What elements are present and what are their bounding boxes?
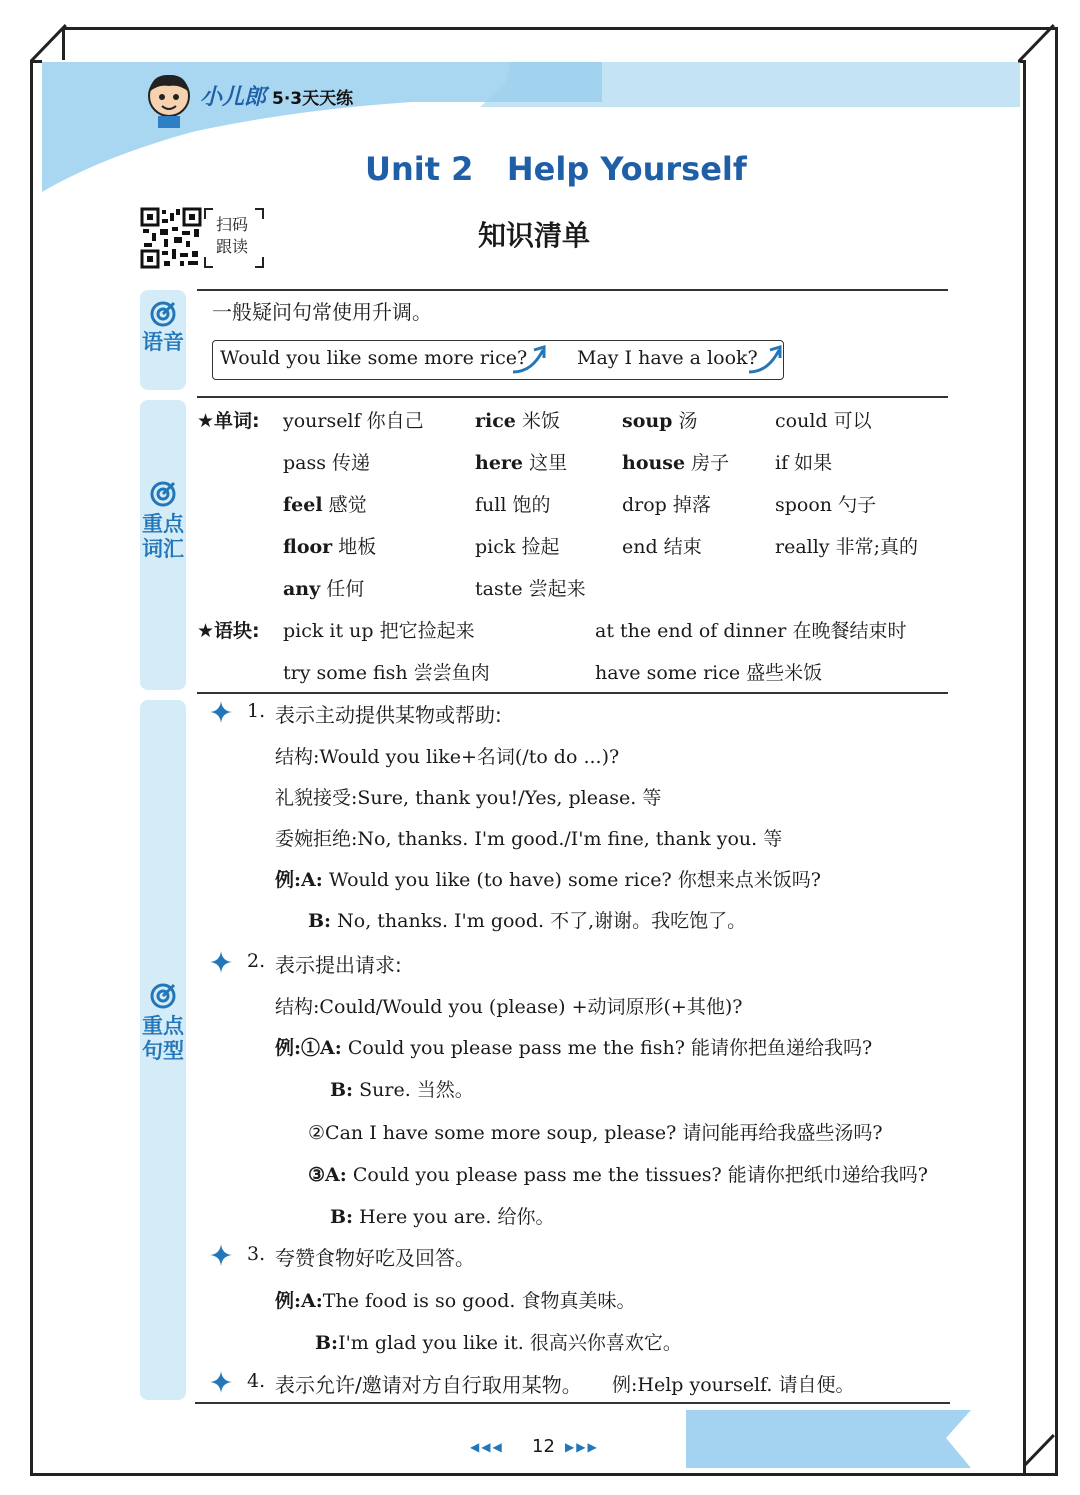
divider — [195, 1402, 950, 1404]
phrases-label: ★语块: — [197, 620, 260, 642]
sentence-line: 委婉拒绝:No, thanks. I'm good./I'm fine, thank you. 等 — [275, 828, 783, 850]
tab-phonetics — [140, 290, 186, 390]
sentence-line: ②Can I have some more soup, please? 请问能再给我盛些汤吗? — [308, 1122, 883, 1144]
page-number: 12 — [532, 1436, 555, 1457]
target-icon — [149, 480, 177, 508]
mascot-icon — [140, 70, 198, 128]
vocab-item: pass 传递 — [283, 452, 371, 474]
words-label: ★单词: — [197, 410, 260, 432]
vocab-item: taste 尝起来 — [475, 578, 586, 600]
sentence-item-title: 表示允许/邀请对方自行取用某物。 — [275, 1373, 582, 1397]
qr-code-icon[interactable] — [140, 207, 202, 269]
vocab-item: yourself 你自己 — [283, 410, 424, 432]
vocab-item: really 非常;真的 — [775, 536, 918, 558]
vocab-item: end 结束 — [622, 536, 702, 558]
rising-arrow-icon — [510, 344, 548, 376]
phonetics-example-2: May I have a look? — [577, 347, 758, 369]
sentence-item-number: 2. — [247, 950, 266, 972]
divider — [197, 289, 948, 291]
sentence-line: 例:A: Would you like (to have) some rice? 你想来点米饭吗? — [275, 869, 821, 891]
sentence-item-number: 3. — [247, 1243, 266, 1265]
phonetics-example-1: Would you like some more rice? — [220, 347, 528, 369]
sentence-line: 结构:Would you like+名词(/to do ...)? — [275, 746, 620, 768]
vocab-item: pick 捡起 — [475, 536, 560, 558]
vocab-item: could 可以 — [775, 410, 872, 432]
sentence-line: ③A: Could you please pass me the tissues? 能请你把纸巾递给我吗? — [308, 1164, 928, 1186]
scan-label-line1: 扫码 — [216, 215, 249, 234]
footer-ribbon — [686, 1410, 971, 1468]
vocab-item: if 如果 — [775, 452, 833, 474]
phonetics-rule: 一般疑问句常使用升调。 — [212, 300, 432, 324]
sentence-line: 例:Help yourself. 请自便。 — [612, 1374, 855, 1396]
vocab-item: house 房子 — [622, 452, 730, 474]
vocab-item: here 这里 — [475, 452, 568, 474]
scan-label-line2: 跟读 — [216, 237, 249, 256]
target-icon — [149, 300, 177, 328]
vocab-item: feel 感觉 — [283, 494, 367, 516]
star-bullet-icon — [210, 1371, 232, 1393]
prev-page-arrows: ◀◀◀ — [470, 1440, 504, 1454]
vocab-item: drop 掉落 — [622, 494, 711, 516]
vocab-item: soup 汤 — [622, 410, 698, 432]
phrase-item: try some fish 尝尝鱼肉 — [283, 662, 490, 684]
tab-vocab-label: 重点词汇 — [142, 512, 184, 561]
header-ribbon-right — [480, 62, 1020, 122]
rising-arrow-icon — [746, 344, 784, 376]
phrase-item: have some rice 盛些米饭 — [595, 662, 823, 684]
star-bullet-icon — [210, 701, 232, 723]
sentence-line: 例:①A: Could you please pass me the fish? 能请你把鱼递给我吗? — [275, 1037, 873, 1059]
sentence-line: 例:A:The food is so good. 食物真美味。 — [275, 1290, 636, 1312]
vocab-item: floor 地板 — [283, 536, 377, 558]
sentence-line: B: Sure. 当然。 — [330, 1079, 474, 1101]
tab-sentences-label: 重点句型 — [142, 1014, 184, 1063]
tab-vocab — [140, 400, 186, 690]
sentence-item-number: 1. — [247, 700, 266, 722]
sentence-line: 结构:Could/Would you (please) +动词原形(+其他)? — [275, 996, 743, 1018]
star-bullet-icon — [210, 1244, 232, 1266]
tab-phonetics-label: 语音 — [142, 330, 184, 354]
vocab-item: any 任何 — [283, 578, 365, 600]
vocab-item: full 饱的 — [475, 494, 551, 516]
phrase-item: at the end of dinner 在晚餐结束时 — [595, 620, 907, 642]
scan-label[interactable] — [216, 214, 248, 258]
target-icon — [149, 982, 177, 1010]
star-bullet-icon — [210, 951, 232, 973]
sentence-line: 礼貌接受:Sure, thank you!/Yes, please. 等 — [275, 787, 662, 809]
page-title: Unit 2 Help Yourself — [365, 150, 747, 188]
sentence-item-number: 4. — [247, 1370, 266, 1392]
sentence-item-title: 表示提出请求: — [275, 953, 402, 977]
tab-sentences — [140, 700, 186, 1400]
vocab-item: spoon 勺子 — [775, 494, 877, 516]
brand-logo: 小儿郎 — [200, 85, 267, 110]
divider — [197, 396, 948, 398]
vocab-item: rice 米饭 — [475, 410, 560, 432]
series-name: 5·3天天练 — [272, 89, 354, 109]
sentence-item-title: 表示主动提供某物或帮助: — [275, 703, 502, 727]
sentence-line: B:I'm glad you like it. 很高兴你喜欢它。 — [315, 1332, 682, 1354]
sentence-item-title: 夸赞食物好吃及回答。 — [275, 1246, 475, 1270]
sentence-line: B: No, thanks. I'm good. 不了,谢谢。我吃饱了。 — [308, 910, 747, 932]
divider — [197, 692, 948, 694]
section-heading: 知识清单 — [478, 219, 591, 252]
sentence-line: B: Here you are. 给你。 — [330, 1206, 555, 1228]
phrase-item: pick it up 把它捡起来 — [283, 620, 475, 642]
next-page-arrows: ▶▶▶ — [565, 1440, 599, 1454]
